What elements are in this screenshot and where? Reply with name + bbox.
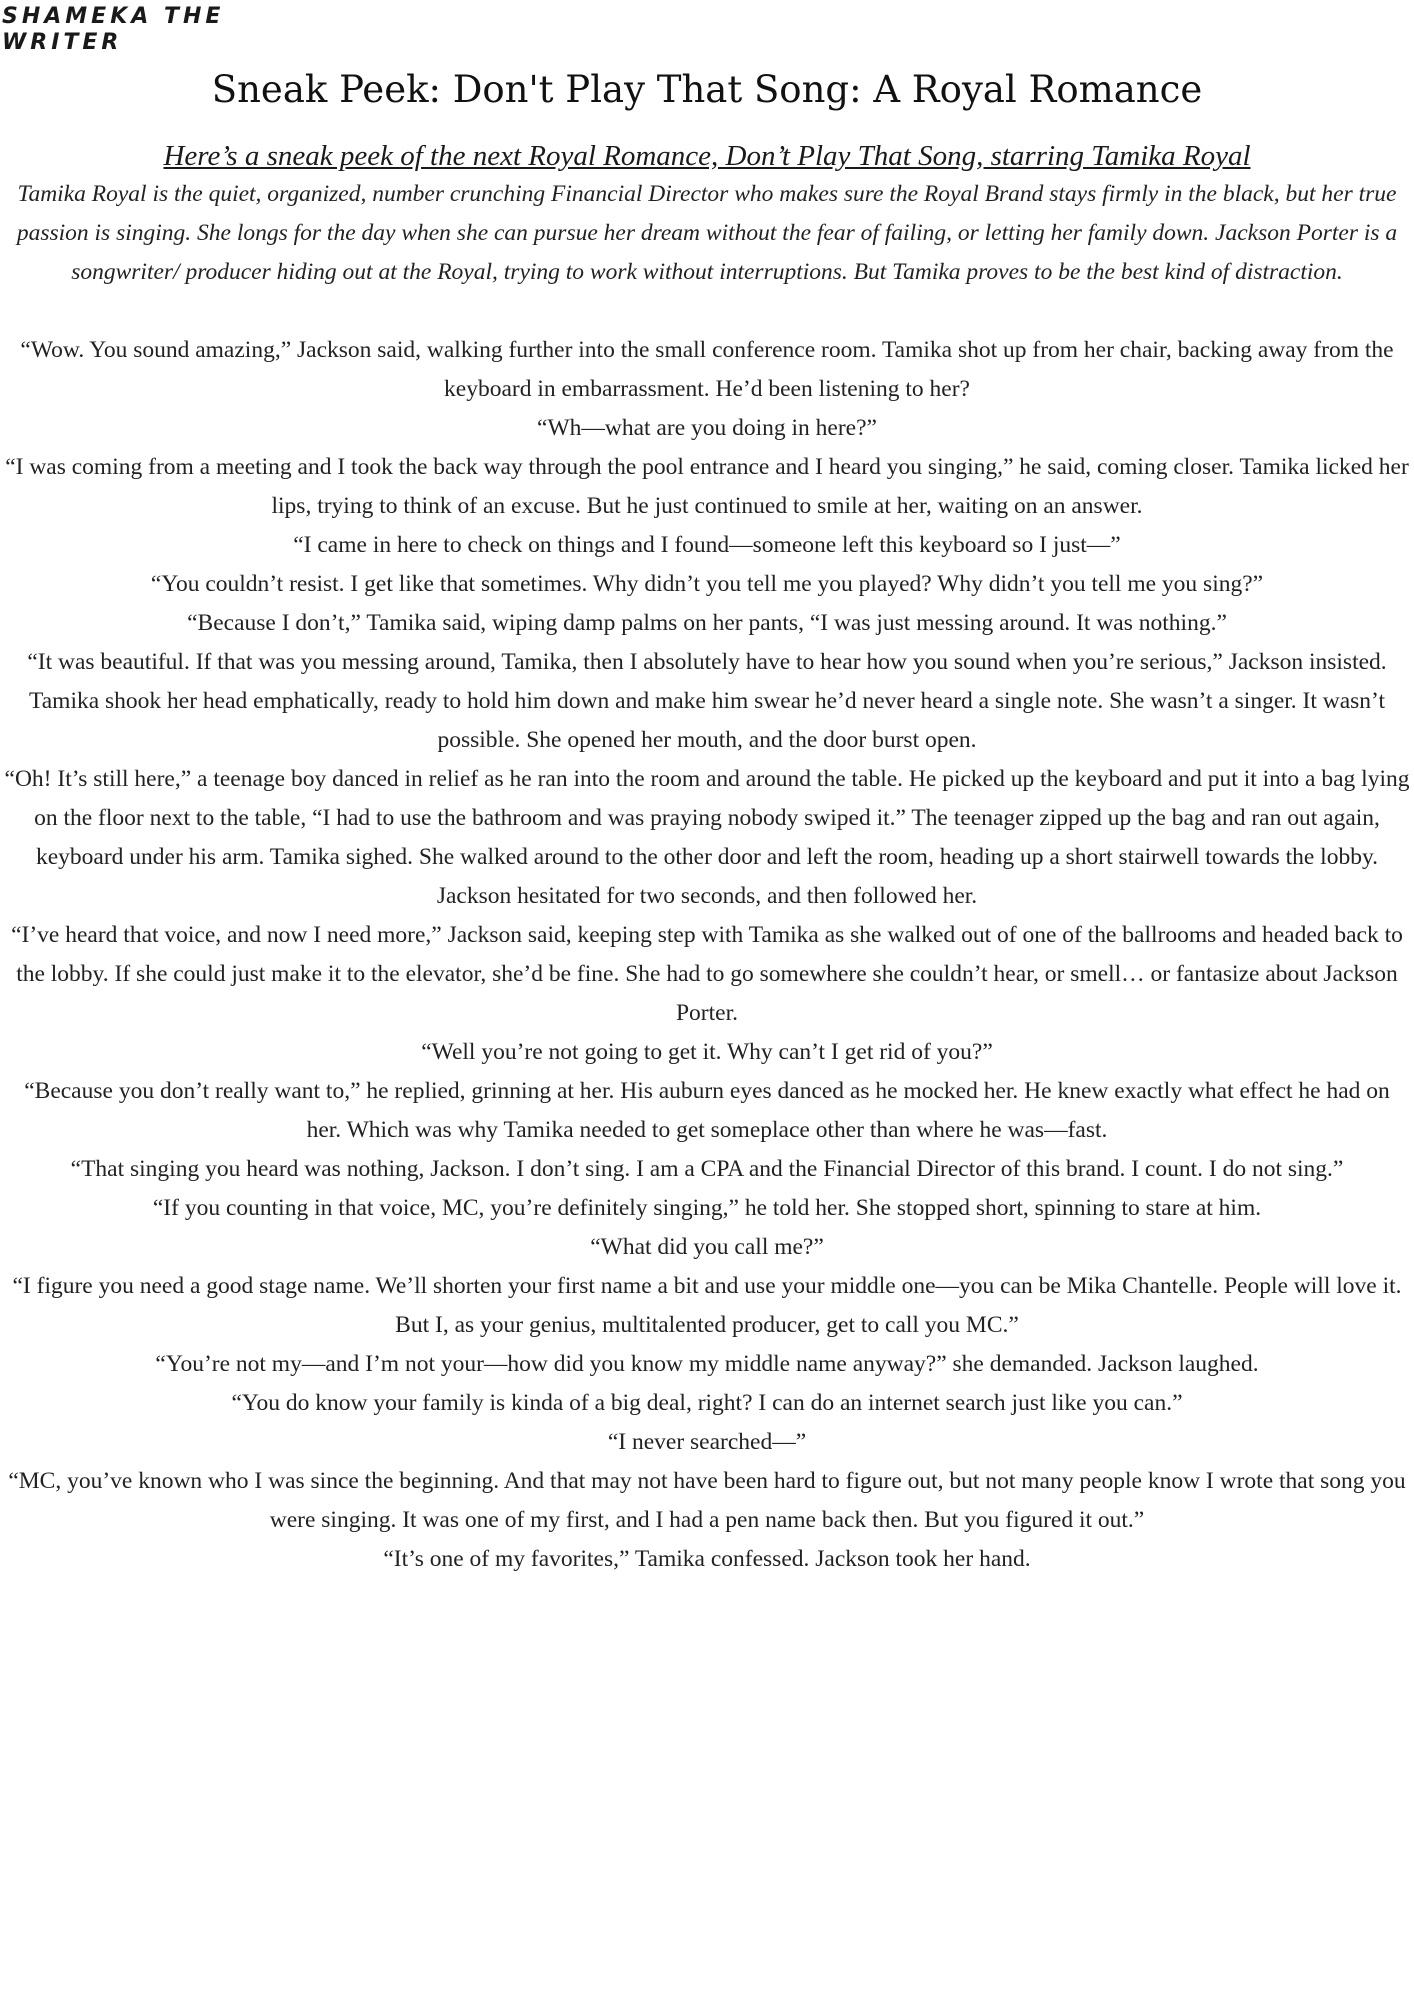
story-paragraph: “If you counting in that voice, MC, you’re definitely singing,” he told her. She stopped short, spinning to stare at him. xyxy=(152,1195,1262,1221)
story-paragraph: “It’s one of my favorites,” Tamika confessed. Jackson took her hand. xyxy=(383,1546,1031,1572)
story-paragraph: “Wow. You sound amazing,” Jackson said, walking further into the small conference room. Tamika shot up from her chair, backing away from the keyboard in embarrassment. He’d been listening to her? xyxy=(20,337,1394,402)
page-title: Sneak Peek: Don't Play That Song: A Royal Romance xyxy=(211,68,1203,111)
story-paragraph: “It was beautiful. If that was you messing around, Tamika, then I absolutely have to hear how you sound when you’re serious,” Jackson insisted. Tamika shook her head emphatically, ready to hold him down and make him swear he’d never heard a single note. She wasn’t a singer. It wasn’t possible. She opened her mouth, and the door burst open. xyxy=(27,649,1387,753)
story-paragraph: “Wh—what are you doing in here?” xyxy=(537,415,877,441)
story-paragraph: “You’re not my—and I’m not your—how did you know my middle name anyway?” she demanded. Jackson laughed. xyxy=(155,1351,1259,1377)
story-paragraph: “I never searched—” xyxy=(607,1429,807,1455)
site-logo xyxy=(2,4,242,56)
story-paragraph: “I figure you need a good stage name. We’ll shorten your first name a bit and use your middle one—you can be Mika Chantelle. People will love it. But I, as your genius, multitalented producer, get to call you MC.” xyxy=(12,1273,1402,1338)
intro-heading: Here’s a sneak peek of the next Royal Romance, Don’t Play That Song, starring Tamika Royal xyxy=(163,140,1251,172)
logo-line-2: WRITER xyxy=(2,30,123,55)
story-paragraph: “Because I don’t,” Tamika said, wiping damp palms on her pants, “I was just messing around. It was nothing.” xyxy=(187,610,1227,636)
story-paragraph: “Well you’re not going to get it. Why can’t I get rid of you?” xyxy=(421,1039,993,1065)
story-paragraph: “I came in here to check on things and I found—someone left this keyboard so I just—” xyxy=(293,532,1121,558)
intro-summary: Tamika Royal is the quiet, organized, number crunching Financial Director who makes sure the Royal Brand stays firmly in the black, but her true passion is singing. She longs for the day when she can pursue her dream without the fear of failing, or letting her family down. Jackson Porter is a songwriter/ producer hiding out at the Royal, trying to work without interruptions. But Tamika proves to be the best kind of distraction. xyxy=(16,181,1398,285)
story-paragraph: “I’ve heard that voice, and now I need more,” Jackson said, keeping step with Tamika as she walked out of one of the ballrooms and headed back to the lobby. If she could just make it to the elevator, she’d be fine. She had to go somewhere she couldn’t hear, or smell… or fantasize about Jackson Porter. xyxy=(11,922,1403,1026)
story-paragraph: “MC, you’ve known who I was since the beginning. And that may not have been hard to figure out, but not many people know I wrote that song you were singing. It was one of my first, and I had a pen name back then. But you figured it out.” xyxy=(8,1468,1406,1533)
story-paragraph: “Because you don’t really want to,” he replied, grinning at her. His auburn eyes danced as he mocked her. He knew exactly what effect he had on her. Which was why Tamika needed to get someplace other than where he was—fast. xyxy=(24,1078,1390,1143)
article-body xyxy=(0,137,1414,1579)
story-paragraph: “What did you call me?” xyxy=(590,1234,824,1260)
story-paragraph: “I was coming from a meeting and I took the back way through the pool entrance and I heard you singing,” he said, coming closer. Tamika licked her lips, trying to think of an excuse. But he just continued to smile at her, waiting on an answer. xyxy=(5,454,1409,519)
story-text xyxy=(0,331,1414,1579)
logo-line-1: SHAMEKA THE xyxy=(2,4,225,29)
story-paragraph: “You do know your family is kinda of a big deal, right? I can do an internet search just like you can.” xyxy=(231,1390,1183,1416)
story-paragraph: “Oh! It’s still here,” a teenage boy danced in relief as he ran into the room and around the table. He picked up the keyboard and put it into a bag lying on the floor next to the table, “I had to use the bathroom and was praying nobody swiped it.” The teenager zipped up the bag and ran out again, keyboard under his arm. Tamika sighed. She walked around to the other door and left the room, heading up a short stairwell towards the lobby. Jackson hesitated for two seconds, and then followed her. xyxy=(4,766,1410,909)
story-paragraph: “You couldn’t resist. I get like that sometimes. Why didn’t you tell me you played? Why didn’t you tell me you sing?” xyxy=(150,571,1264,597)
story-paragraph: “That singing you heard was nothing, Jackson. I don’t sing. I am a CPA and the Financial Director of this brand. I count. I do not sing.” xyxy=(70,1156,1344,1182)
